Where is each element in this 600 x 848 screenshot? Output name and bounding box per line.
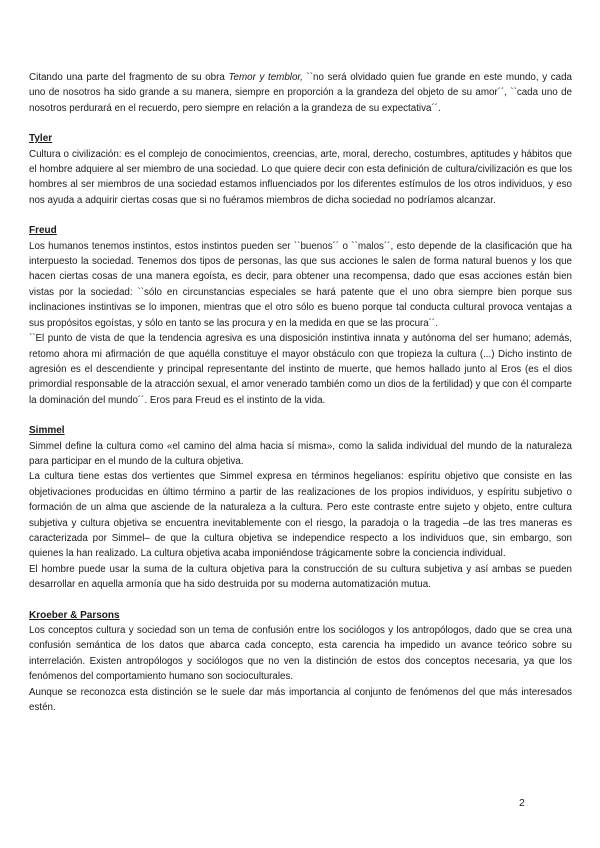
section-paragraph: Cultura o civilización: es el complejo de conocimientos, creencias, arte, moral, derecho, costumbres, aptitudes y hábitos que el hombre adquiere al ser miembro de una sociedad. Lo que quiere decir con esta definición de cultura/civilización es que los hombres al ser miembros de una sociedad estamos influenciados por los diferentes estímulos de los otros individuos, y eso nos ayuda a adquirir ciertas cosas que si no fuéramos miembros de dicha sociedad no podríamos alcanzar. [29,148,572,206]
section-simmel [29,423,572,592]
section-paragraph: Los humanos tenemos instintos, estos instintos pueden ser ``buenos´´ o ``malos´´, esto depende de la clasificación que ha interpuesto la sociedad. Tenemos dos tipos de personas, las que sus acciones le salen de forma natural buenos y los que hacen ciertas cosas de una manera egoísta, es decir, para obtener una recompensa, dado que esas acciones están bien vistas por la sociedad: ``sólo en circunstancias especiales se hará patente que el uno obra siempre bien porque sus inclinaciones instintivas se lo imponen, mientras que el otro sólo es bueno porque tal conducta cultural provoca ventajas a sus propósitos egoístas, y sólo en tanto se las procura y en la medida en que se las procura´´. [29,240,572,329]
section-freud [29,223,572,408]
section-tyler [29,131,572,208]
section-heading: Kroeber & Parsons [29,609,120,621]
page-number: 2 [519,797,525,809]
section-paragraph: Los conceptos cultura y sociedad son un tema de confusión entre los sociólogos y los antropólogos, dado que se crea una confusión semántica de los datos que abarca cada concepto, esta carencia ha impedido un avance teórico sobre su interrelación. Existen antropólogos y sociólogos que no ven la distinción de estos dos conceptos necesaria, ya que los fenómenos del comportamiento humano son socioculturales. [29,625,572,683]
intro-paragraph: Citando una parte del fragmento de su obra Temor y temblor, ``no será olvidado quien fue grande en este mundo, y cada uno de nosotros ha sido grande a su manera, siempre en proporción a la grandeza del objeto de su amor´´, ``cada uno de nosotros perdurará en el recuerdo, pero siempre en relación a la grandeza de su expectativa´´. [29,72,572,114]
section-paragraph: Simmel define la cultura como «el camino del alma hacia sí misma», como la salida individual del mundo de la naturaleza para participar en el mundo de la cultura objetiva. [29,440,572,467]
section-paragraph: La cultura tiene estas dos vertientes que Simmel expresa en términos hegelianos: espíritu objetivo que consiste en las objetivaciones producidas en último término a partir de las realizaciones de los propios individuos, y espíritu subjetivo o formación de un alma que asciende de la naturaleza a la cultura. Pero este contraste entre sujeto y objeto, entre cultura subjetiva y cultura objetiva se encuentra inevitablemente con el riesgo, la paradoja o la tragedia –de las tres maneras es caracterizada por Simmel– de que la cultura objetiva se independice respecto a los individuos que, sin embargo, son quienes la han realizado. La cultura objetiva acaba imponiéndose trágicamente sobre la conciencia individual. [29,471,572,560]
section-kroeber-parsons [29,608,572,716]
section-heading: Freud [29,225,57,237]
section-paragraph: ``El punto de vista de que la tendencia agresiva es una disposición instintiva innata y autónoma del ser humano; además, retomo ahora mi afirmación de que aquélla constituye el mayor obstáculo con que tropieza la cultura (...) Dicho instinto de agresión es el descendiente y principal representante del instinto de muerte, que hemos hallado junto al Eros (es el dios primordial responsable de la atracción sexual, el amor venerado también como un dios de la fertilidad) y que con él comparte la dominación del mundo´´. Eros para Freud es el instinto de la vida. [29,333,572,406]
section-heading: Simmel [29,425,65,437]
section-heading: Tyler [29,133,53,145]
section-paragraph: Aunque se reconozca esta distinción se le suele dar más importancia al conjunto de fenómenos del que más interesados estén. [29,686,572,714]
document-body [29,70,572,715]
section-paragraph: El hombre puede usar la suma de la cultura objetiva para la construcción de su cultura subjetiva y así ambas se pueden desarrollar en aquella armonía que ha sido destruida por su moderna automatización mutua. [29,563,572,591]
work-title: Temor y temblor, [228,72,303,83]
